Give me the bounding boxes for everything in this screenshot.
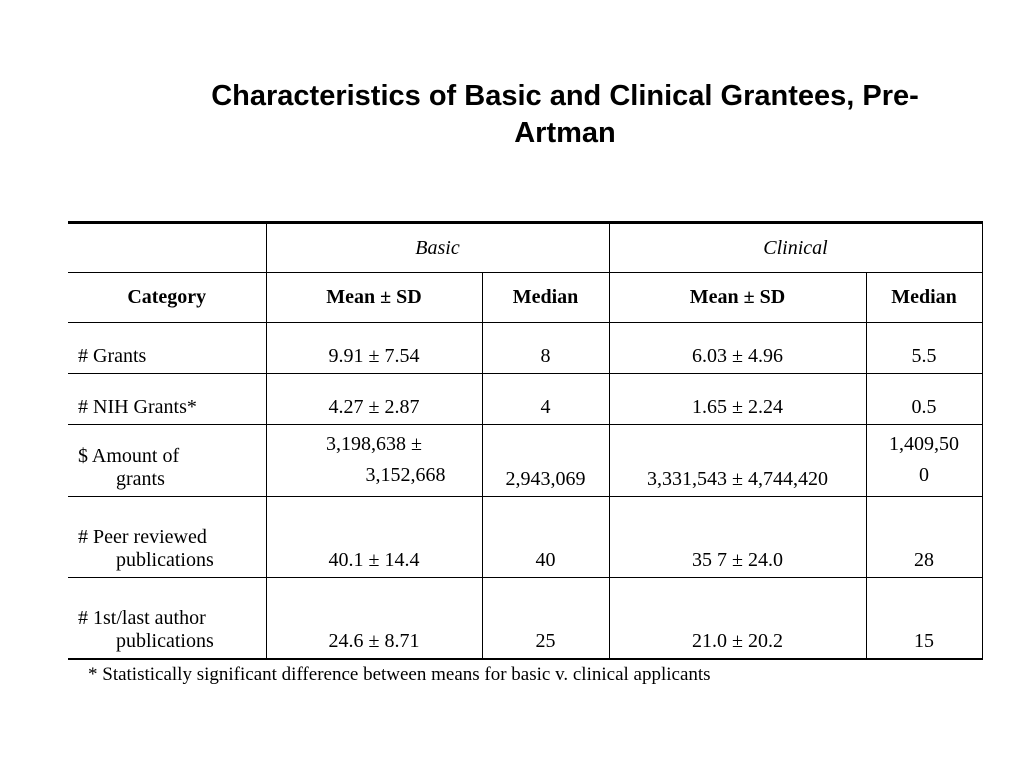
- empty-corner-cell: [68, 223, 266, 273]
- header-clinical-median: Median: [866, 273, 982, 323]
- basic-mean-line-2: 3,152,668: [365, 464, 446, 486]
- row-category: [68, 497, 266, 578]
- table-row: [68, 497, 982, 578]
- row-category-line-1: $ Amount of: [78, 445, 180, 467]
- clinical-median-cell: 0.5: [866, 374, 982, 425]
- table-row: [68, 374, 982, 425]
- group-header-row: [68, 223, 982, 273]
- grantee-characteristics-table: [68, 221, 983, 660]
- table-row: [68, 425, 982, 497]
- column-header-row: [68, 273, 982, 323]
- row-category-line-2: grants: [116, 468, 165, 490]
- header-category: Category: [68, 273, 266, 323]
- table-row: [68, 578, 982, 660]
- basic-mean-cell: 24.6 ± 8.71: [266, 578, 482, 660]
- row-category-line-2: publications: [116, 549, 214, 571]
- basic-mean-cell: [266, 425, 482, 497]
- basic-median-cell: 8: [482, 323, 609, 374]
- basic-mean-cell: 9.91 ± 7.54: [266, 323, 482, 374]
- table-row: [68, 323, 982, 374]
- clinical-mean-cell: 6.03 ± 4.96: [609, 323, 866, 374]
- basic-median-cell: 25: [482, 578, 609, 660]
- basic-median-cell: 2,943,069: [482, 425, 609, 497]
- clinical-mean-cell: 1.65 ± 2.24: [609, 374, 866, 425]
- slide-title: [130, 78, 1000, 152]
- row-category: # NIH Grants*: [68, 374, 266, 425]
- basic-mean-cell: 40.1 ± 14.4: [266, 497, 482, 578]
- row-category: # Grants: [68, 323, 266, 374]
- clinical-median-cell: 15: [866, 578, 982, 660]
- row-category-line-1: # 1st/last author: [78, 607, 206, 629]
- group-header-clinical: Clinical: [609, 223, 982, 273]
- footnote: * Statistically significant difference between means for basic v. clinical applicants: [88, 664, 711, 685]
- clinical-median-line-2: 0: [919, 464, 929, 486]
- row-category: [68, 578, 266, 660]
- clinical-median-cell: [866, 425, 982, 497]
- clinical-mean-cell: 21.0 ± 20.2: [609, 578, 866, 660]
- header-clinical-mean: Mean ± SD: [609, 273, 866, 323]
- basic-median-cell: 40: [482, 497, 609, 578]
- group-header-basic: Basic: [266, 223, 609, 273]
- clinical-mean-cell: 3,331,543 ± 4,744,420: [609, 425, 866, 497]
- clinical-mean-cell: 35 7 ± 24.0: [609, 497, 866, 578]
- clinical-median-cell: 5.5: [866, 323, 982, 374]
- title-line-2: Artman: [514, 117, 616, 149]
- basic-mean-line-1: 3,198,638 ±: [326, 433, 422, 455]
- title-line-1: Characteristics of Basic and Clinical Grantees, Pre-: [211, 80, 919, 112]
- row-category-line-1: # Peer reviewed: [78, 526, 207, 548]
- row-category: [68, 425, 266, 497]
- basic-mean-cell: 4.27 ± 2.87: [266, 374, 482, 425]
- clinical-median-line-1: 1,409,50: [889, 433, 959, 455]
- header-basic-median: Median: [482, 273, 609, 323]
- clinical-median-cell: 28: [866, 497, 982, 578]
- row-category-line-2: publications: [116, 630, 214, 652]
- header-basic-mean: Mean ± SD: [266, 273, 482, 323]
- basic-median-cell: 4: [482, 374, 609, 425]
